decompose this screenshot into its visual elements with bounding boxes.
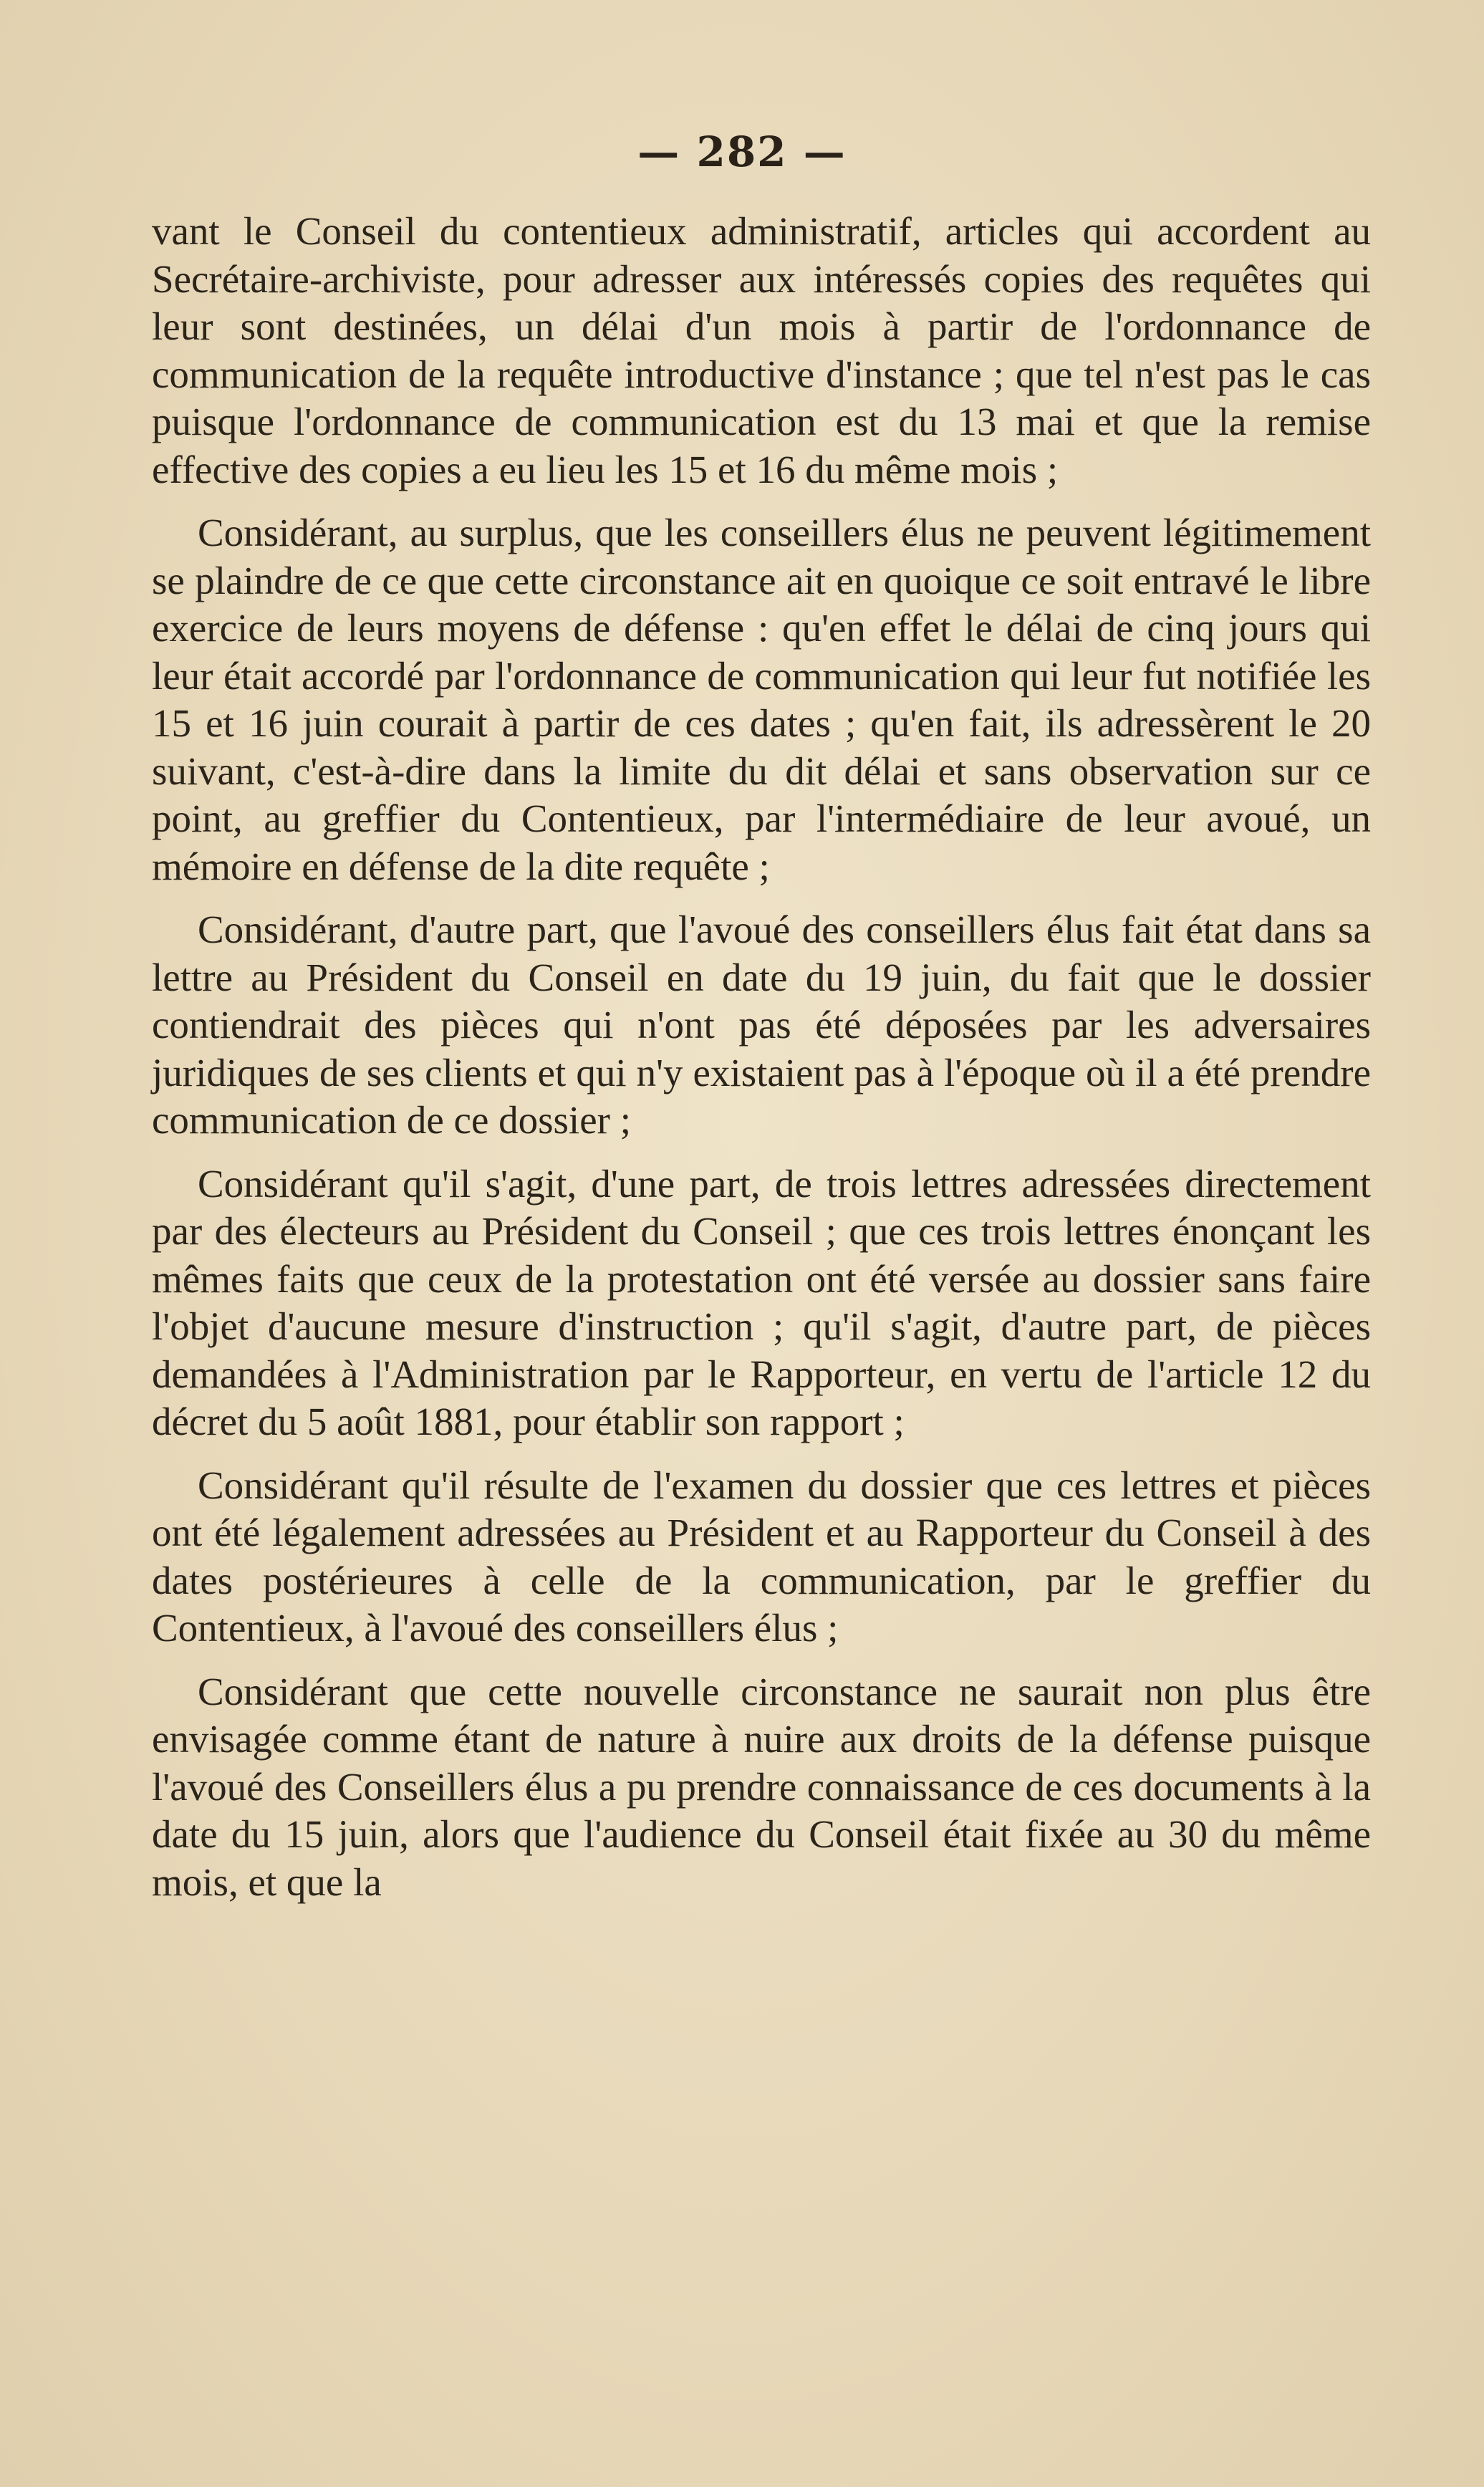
document-body [152, 208, 1371, 1922]
paragraph-considerant-examen-dossier: Considérant qu'il résulte de l'examen du dossier que ces lettres et pièces ont été légalement adressées au Président et au Rapporteur du Conseil à des dates postérieures à celle de la communication, par le greffier du Contentieux, à l'avoué des conseillers élus ; [152, 1463, 1371, 1650]
paragraph-considerant-autre-part: Considérant, d'autre part, que l'avoué des conseillers élus fait état dans sa lettre au Président du Conseil en date du 19 juin, du fait que le dossier contiendrait des pièces qui n'ont pas été déposées par les adversaires juridiques de ses clients et qui n'y existaient pas à l'époque où il a été prendre communication de ce dossier ; [152, 908, 1371, 1142]
paragraph-considerant-surplus: Considérant, au surplus, que les conseillers élus ne peuvent légitimement se plaindre de ce que cette circonstance ait en quoique ce soit entravé le libre exercice de leurs moyens de défense : qu'en effet le délai de cinq jours qui leur était accordé par l'ordonnance de communication qui leur fut notifiée les 15 et 16 juin courait à partir de ces dates ; qu'en fait, ils adressèrent le 20 suivant, c'est-à-dire dans la limite du dit délai et sans observation sur ce point, au greffier du Contentieux, par l'intermédiaire de leur avoué, un mémoire en défense de la dite requête ; [152, 511, 1371, 888]
paragraph-considerant-nouvelle-circonstance: Considérant que cette nouvelle circonstance ne saurait non plus être envisagée comme étant de nature à nuire aux droits de la défense puisque l'avoué des Conseillers élus a pu prendre connaissance de ces documents à la date du 15 juin, alors que l'audience du Conseil était fixée au 30 du même mois, et que la [152, 1669, 1371, 1904]
paragraph-considerant-trois-lettres: Considérant qu'il s'agit, d'une part, de trois lettres adressées directement par des électeurs au Président du Conseil ; que ces trois lettres énonçant les mêmes faits que ceux de la protestation ont été versée au dossier sans faire l'objet d'aucune mesure d'instruction ; qu'il s'agit, d'autre part, de pièces demandées à l'Administration par le Rapporteur, en vertu de l'article 12 du décret du 5 août 1881, pour établir son rapport ; [152, 1161, 1371, 1443]
page-number: — 282 — [637, 128, 847, 176]
paragraph-continuation: vant le Conseil du contentieux administratif, articles qui accordent au Secrétaire-archiviste, pour adresser aux intéressés copies des requêtes qui leur sont destinées, un délai d'un mois à partir de l'ordonnance de communication de la requête introductive d'instance ; que tel n'est pas le cas puisque l'ordonnance de communication est du 13 mai et que la remise effective des copies a eu lieu les 15 et 16 du même mois ; [152, 209, 1371, 491]
